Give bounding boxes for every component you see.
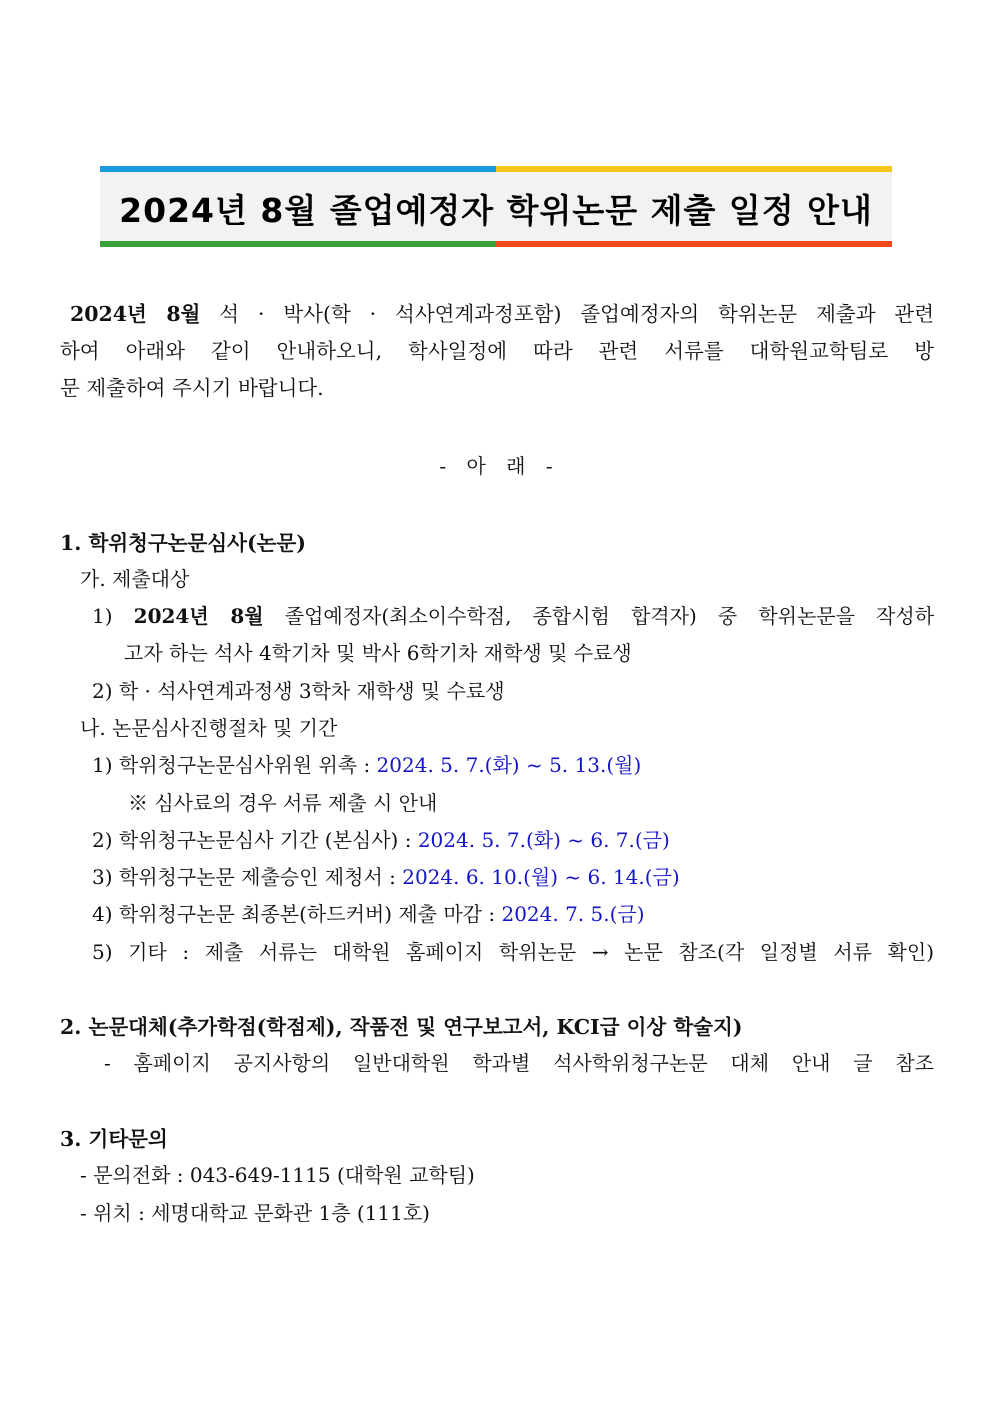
ga-item-1-number: 1)	[92, 604, 113, 628]
arae-divider: - 아 래 -	[439, 454, 553, 478]
section-2-item: - 홈페이지 공지사항의 일반대학원 학과별 석사학위청구논문 대체 안내 글 참조	[104, 1051, 934, 1075]
banner-bar-orange	[496, 241, 892, 247]
na-item-1-text: 1) 학위청구논문심사위원 위촉 :	[92, 753, 377, 777]
section-1-heading: 1. 학위청구논문심사(논문)	[60, 531, 306, 555]
contact-phone: - 문의전화 : 043-649-1115 (대학원 교학팀)	[80, 1163, 475, 1187]
section-1-na: 나. 논문심사진행절차 및 기간	[80, 716, 338, 740]
na-item-3-text: 3) 학위청구논문 제출승인 제청서 :	[92, 865, 403, 889]
section-1-ga-item-1	[92, 600, 934, 629]
section-1-ga: 가. 제출대상	[80, 567, 190, 591]
intro-line-3: 문 제출하여 주시기 바랍니다.	[60, 376, 324, 400]
section-1-na-item-2	[92, 824, 670, 853]
page-title: 2024년 8월 졸업예정자 학위논문 제출 일정 안내	[119, 191, 873, 230]
intro-lead-bold: 2024년 8월	[70, 302, 201, 326]
section-1-na-item-4	[92, 898, 645, 927]
banner-bar-yellow	[496, 166, 892, 172]
contact-location: - 위치 : 세명대학교 문화관 1층 (111호)	[80, 1201, 430, 1225]
na-item-4-date: 2024. 7. 5.(금)	[501, 902, 645, 926]
section-1-ga-item-2: 2) 학 · 석사연계과정생 3학차 재학생 및 수료생	[92, 679, 505, 703]
intro-line-2: 하여 아래와 같이 안내하오니, 학사일정에 따라 관련 서류를 대학원교학팀로 방	[60, 339, 934, 363]
intro-paragraph	[60, 296, 934, 407]
title-banner	[100, 166, 892, 247]
section-1-na-item-3	[92, 861, 680, 890]
na-item-3-date: 2024. 6. 10.(월) ~ 6. 14.(금)	[402, 865, 680, 889]
na-item-2-text: 2) 학위청구논문심사 기간 (본심사) :	[92, 828, 418, 852]
na-item-1-date: 2024. 5. 7.(화) ~ 5. 13.(월)	[376, 753, 642, 777]
na-item-2-date: 2024. 5. 7.(화) ~ 6. 7.(금)	[417, 828, 670, 852]
banner-bar-blue	[100, 166, 496, 172]
intro-line-1	[60, 296, 934, 333]
section-3-heading: 3. 기타문의	[60, 1127, 168, 1151]
section-2-heading: 2. 논문대체(추가학점(학점제), 작품전 및 연구보고서, KCI급 이상 학술지)	[60, 1015, 743, 1039]
section-1-na-item-5: 5) 기타 : 제출 서류는 대학원 홈페이지 학위논문 → 논문 참조(각 일정별 서류 확인)	[92, 940, 934, 964]
na-item-4-text: 4) 학위청구논문 최종본(하드커버) 제출 마감 :	[92, 902, 502, 926]
section-1-na-note: ※ 심사료의 경우 서류 제출 시 안내	[128, 791, 438, 815]
section-1-ga-item-1-cont: 고자 하는 석사 4학기차 및 박사 6학기차 재학생 및 수료생	[124, 641, 632, 665]
section-1-na-item-1	[92, 749, 641, 778]
intro-line-1-rest: 석 · 박사(학 · 석사연계과정포함) 졸업예정자의 학위논문 제출과 관련	[200, 302, 934, 326]
ga-item-1-rest: 졸업예정자(최소이수학점, 종합시험 합격자) 중 학위논문을 작성하	[263, 604, 935, 628]
banner-bar-green	[100, 241, 496, 247]
ga-item-1-bold: 2024년 8월	[133, 604, 264, 628]
